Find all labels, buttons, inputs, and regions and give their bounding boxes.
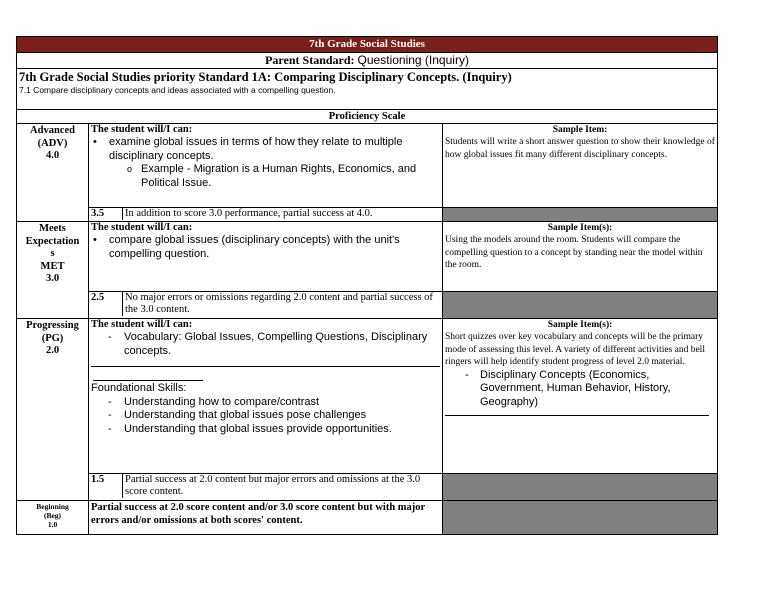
gray-cell — [443, 474, 718, 501]
priority-standard-subtitle: 7.1 Compare disciplinary concepts and ideas associated with a compelling question. — [19, 85, 336, 95]
sample-bullet: - Disciplinary Concepts (Economics, Government, Human Behavior, History, Geography) — [445, 369, 715, 410]
advanced-half-score-row — [89, 208, 443, 222]
sample-text: Short quizzes over key vocabulary and concepts will be the primary mode of assessing this level. A variety of different activities and bell ringers will help identify student progress of level 2.0 material. — [445, 332, 705, 367]
level-progressing — [17, 319, 89, 501]
gray-cell — [443, 501, 718, 535]
level-beginning — [17, 501, 89, 535]
level-name: Beginning — [36, 502, 69, 511]
level-abbrev: (ADV) — [37, 137, 68, 149]
short-divider — [93, 380, 203, 381]
half-score-text: In addition to score 3.0 performance, partial success at 4.0. — [125, 208, 373, 219]
gray-cell — [443, 292, 718, 319]
vocabulary-item: - Vocabulary: Global Issues, Compelling Questions, Disciplinary concepts. — [91, 331, 440, 358]
level-name-cont: s — [50, 248, 55, 259]
parent-standard-row — [17, 53, 718, 69]
level-score: 2.0 — [45, 345, 60, 356]
half-score: 2.5 — [89, 292, 123, 316]
half-score-text: No major errors or omissions regarding 2.0 content and partial success of the 3.0 content. — [125, 292, 433, 315]
level-name: Advanced — [30, 125, 75, 136]
parent-standard-label: Parent Standard: — [265, 53, 355, 67]
criteria-heading: The student will/I can: — [91, 124, 193, 135]
proficiency-scale-heading: Proficiency Scale — [17, 110, 718, 124]
criteria-sub-bullet: o Example - Migration is a Human Rights, Economics, and Political Issue. — [91, 163, 440, 190]
level-abbrev: MET — [40, 260, 65, 272]
foundational-item: - Understanding that global issues provide opportunities. — [91, 423, 440, 437]
criteria-heading: The student will/I can: — [91, 222, 193, 233]
sample-heading: Sample Item(s): — [547, 320, 613, 330]
level-abbrev: (PG) — [41, 332, 64, 344]
criteria-bullet: • compare global issues (disciplinary concepts) with the unit's compelling question. — [91, 234, 440, 261]
beginning-criteria: Partial success at 2.0 score content and/or 3.0 score content but with major errors and/or omissions at both scores' content. — [89, 501, 443, 535]
half-score: 1.5 — [89, 474, 123, 498]
meets-half-score-row — [89, 292, 443, 319]
advanced-criteria — [89, 124, 443, 208]
meets-sample — [443, 222, 718, 292]
foundational-item: - Understanding that global issues pose challenges — [91, 409, 440, 423]
foundational-heading: Foundational Skills: — [91, 382, 187, 394]
proficiency-scale-document — [16, 36, 717, 535]
level-meets — [17, 222, 89, 319]
foundational-item: - Understanding how to compare/contrast — [91, 396, 440, 410]
priority-standard-row — [17, 69, 718, 110]
meets-criteria — [89, 222, 443, 292]
sample-text: Using the models around the room. Students will compare the compelling question to a concept by standing near the model within the room. — [445, 235, 703, 270]
half-score: 3.5 — [89, 208, 123, 220]
advanced-sample — [443, 124, 718, 208]
course-banner: 7th Grade Social Studies — [17, 37, 718, 53]
divider — [445, 415, 709, 416]
level-abbrev: (Beg) — [43, 511, 62, 520]
half-score-text: Partial success at 2.0 content but major errors and omissions at the 3.0 score content. — [125, 474, 421, 497]
divider — [91, 366, 440, 367]
level-score: 1.0 — [47, 520, 58, 529]
progressing-criteria — [89, 319, 443, 474]
parent-standard-value: Questioning (Inquiry) — [357, 53, 469, 67]
level-score: 4.0 — [45, 150, 60, 161]
level-name: Progressing — [26, 320, 79, 331]
level-name: Meets — [39, 223, 66, 234]
level-name-cont: Expectation — [25, 235, 80, 247]
level-score: 3.0 — [45, 273, 60, 284]
progressing-sample — [443, 319, 718, 474]
priority-standard-title: 7th Grade Social Studies priority Standard 1A: Comparing Disciplinary Concepts. (Inquiry) — [19, 70, 512, 84]
gray-cell — [443, 208, 718, 222]
sample-heading: Sample Item(s): — [547, 223, 613, 233]
sample-text: Students will write a short answer question to show their knowledge of how global issues fit many different disciplinary concepts. — [445, 137, 715, 160]
criteria-heading: The student will/I can: — [91, 319, 193, 330]
progressing-half-score-row — [89, 474, 443, 501]
proficiency-table — [16, 36, 718, 535]
criteria-bullet: • examine global issues in terms of how they relate to multiple disciplinary concepts. — [91, 136, 440, 163]
level-advanced — [17, 124, 89, 222]
sample-heading: Sample Item: — [552, 125, 608, 135]
